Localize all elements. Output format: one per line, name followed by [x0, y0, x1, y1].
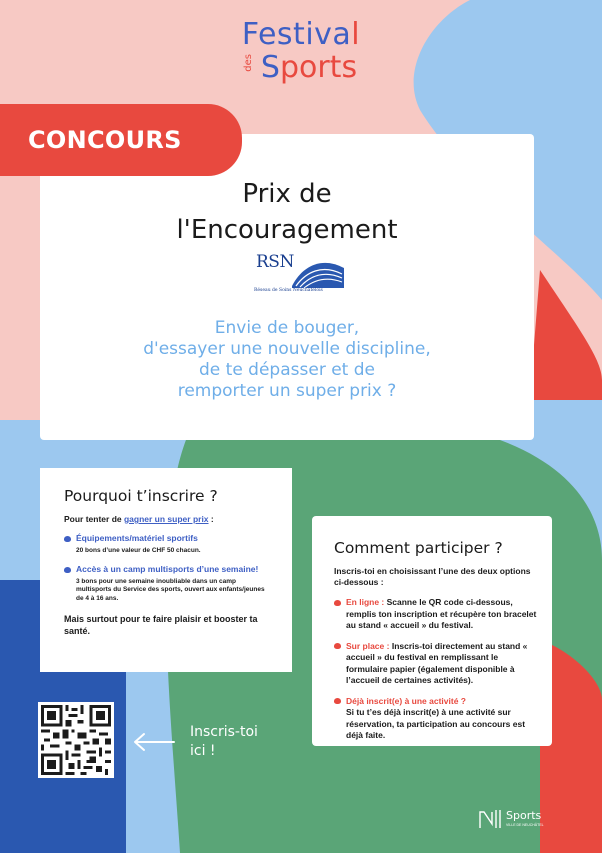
logo-sports-text: ports — [279, 50, 358, 85]
prize-item-title: Accès à un camp multisports d’une semaine! — [76, 563, 259, 574]
rsn-wave-icon — [292, 256, 344, 288]
participation-option — [334, 597, 538, 632]
footer-brand-text: Sports — [506, 809, 542, 822]
sports-neuchatel-logo — [478, 806, 568, 832]
prize-item — [64, 533, 292, 556]
concours-banner: CONCOURS — [0, 104, 242, 176]
qr-code[interactable] — [38, 702, 114, 778]
prize-item — [64, 564, 270, 604]
prize-title-line-1: Prix de — [242, 179, 332, 209]
tagline — [40, 318, 534, 402]
logo-festival-last-letter: l — [351, 17, 361, 52]
logo-des-text: des — [242, 54, 254, 72]
logo-festival-word — [0, 18, 602, 52]
tagline-line-3: de te dépasser et de — [199, 360, 375, 380]
festival-logo — [0, 18, 602, 84]
how-intro: Inscris-toi en choisissant l’une des deux options ci-dessous : — [334, 566, 531, 587]
footer-brand-subtitle: VILLE DE NEUCHÂTEL — [506, 823, 544, 827]
option-text: Inscris-toi directement au stand « accueil » du festival en remplissant le formulaire papier (également disponible à l’accueil de certaines activités). — [346, 640, 528, 685]
prize-title — [40, 176, 534, 248]
rsn-sponsor-logo — [254, 252, 344, 298]
prize-item-detail: 20 bons d’une valeur de CHF 50 chacun. — [76, 547, 201, 554]
arrow-left-icon — [132, 730, 176, 754]
logo-festival-text: Festiva — [241, 17, 352, 52]
logo-sports-first-letter: S — [260, 50, 280, 85]
option-label: En ligne : — [346, 597, 385, 607]
tagline-line-4: remporter un super prix ? — [177, 381, 397, 401]
option-text: Scanne le QR code ci-dessous, remplis ton inscription et récupère ton bracelet au stand « accueil » du festival. — [346, 597, 537, 630]
neuchatel-emblem-icon — [478, 808, 504, 830]
option-text: Si tu t’es déjà inscrit(e) à une activité sur réservation, ta participation au concours est déjà faite. — [346, 707, 526, 740]
prize-title-line-2: l'Encouragement — [176, 215, 398, 245]
why-register-card — [40, 468, 292, 672]
why-intro-suffix: : — [208, 514, 214, 524]
option-label: Déjà inscrit(e) à une activité ? — [346, 695, 466, 706]
option-label: Sur place : — [346, 640, 390, 651]
why-intro — [64, 514, 292, 525]
cta-line-1: Inscris-toi — [190, 724, 258, 740]
tagline-line-1: Envie de bouger, — [214, 318, 360, 338]
why-register-title: Pourquoi t’inscrire ? — [64, 487, 218, 505]
participation-option — [334, 641, 538, 687]
how-to-participate-card — [312, 516, 552, 746]
participation-option — [334, 696, 538, 742]
why-intro-prefix: Pour tenter de — [64, 514, 124, 524]
how-to-participate-title: Comment participer ? — [334, 539, 503, 557]
super-prize-link[interactable]: gagner un super prix — [123, 514, 209, 524]
why-closing-text: Mais surtout pour te faire plaisir et booster ta santé. — [64, 614, 258, 636]
tagline-line-2: d'essayer une nouvelle discipline, — [143, 339, 431, 359]
prize-item-detail: 3 bons pour une semaine inoubliable dans un camp multisports du Service des sports, ouvert aux enfants/jeunes de 4 à 16 ans. — [76, 577, 265, 602]
rsn-logo-subtitle: Réseau de Soins Neuchâtelois — [254, 288, 323, 293]
register-here-cta — [190, 723, 258, 761]
logo-sports-word — [242, 50, 358, 85]
prize-item-title: Équipements/matériel sportifs — [76, 533, 198, 543]
rsn-logo-text: RSN — [256, 252, 294, 272]
cta-line-2: ici ! — [190, 743, 216, 759]
